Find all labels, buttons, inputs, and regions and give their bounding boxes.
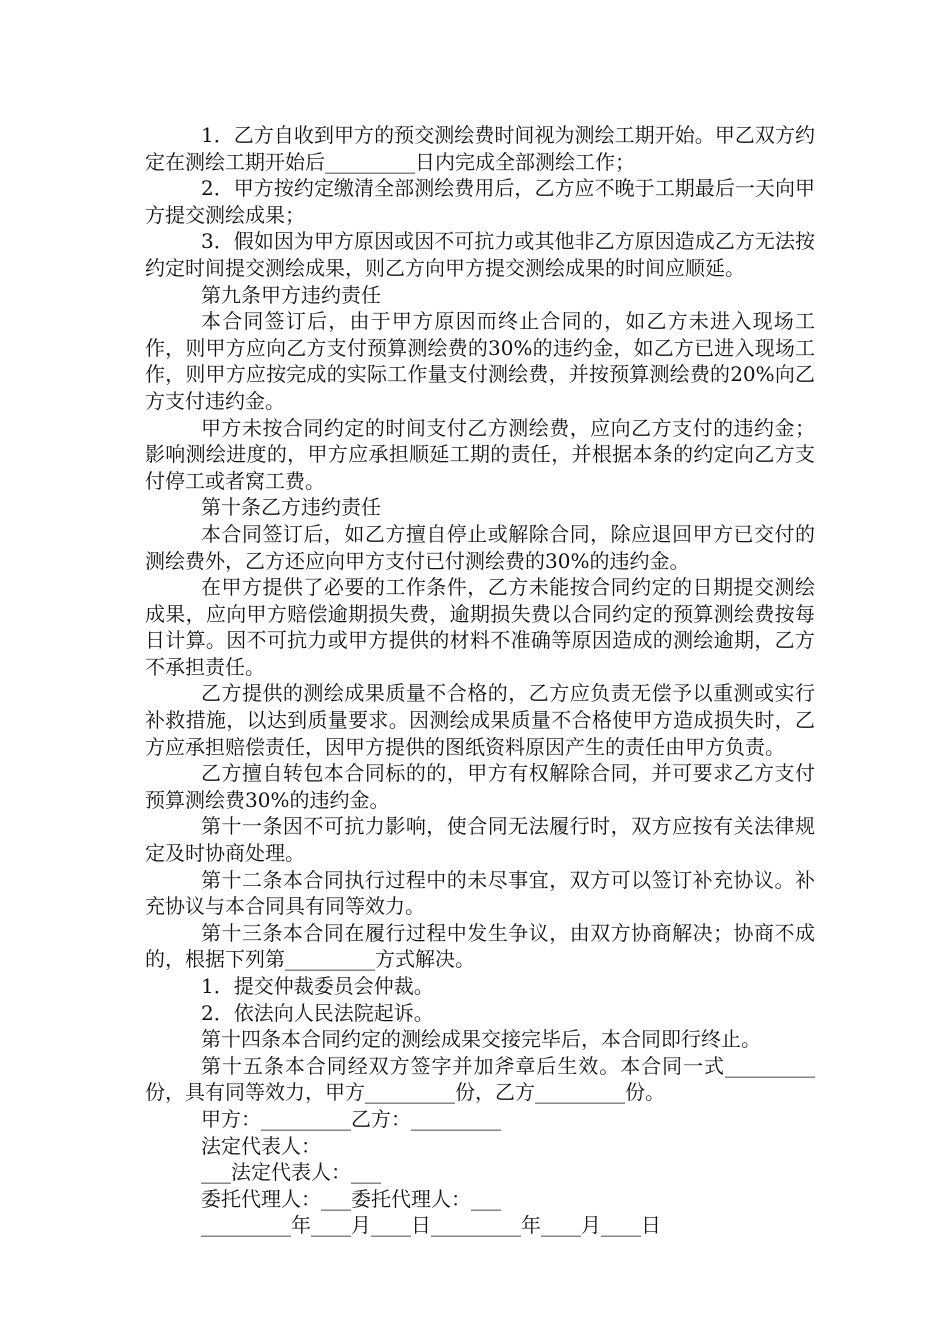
paragraph-article-12: 第十二条本合同执行过程中的未尽事宜，双方可以签订补充协议。补充协议与本合同具有同等效力。: [145, 867, 815, 919]
paragraph-article-10-3: 乙方提供的测绘成果质量不合格的，乙方应负责无偿予以重测或实行补救措施，以达到质量要求。因测绘成果质量不合格使甲方造成损失时，乙方应承担赔偿责任，因甲方提供的图纸资料原因产生的责任由甲方负责。: [145, 681, 815, 759]
signature-parties-line: 甲方：_________乙方：_________: [201, 1106, 501, 1131]
paragraph-article-10-2: 在甲方提供了必要的工作条件，乙方未能按合同约定的日期提交测绘成果，应向甲方赔偿逾期损失费，逾期损失费以合同约定的预算测绘费按每日计算。因不可抗力或甲方提供的材料不准确等原因造成的测绘逾期，乙方不承担责任。: [145, 575, 815, 679]
paragraph-clause-1: 1．乙方自收到甲方的预交测绘费时间视为测绘工期开始。甲乙双方约定在测绘工期开始后_________日内完成全部测绘工作；: [145, 123, 815, 174]
paragraph-option-2: 2．依法向人民法院起诉。: [201, 1000, 434, 1025]
paragraph-article-15: 第十五条本合同经双方签字并加斧章后生效。本合同一式_________份，具有同等效力，甲方_________份，乙方_________份。: [145, 1053, 815, 1105]
paragraph-article-14: 第十四条本合同约定的测绘成果交接完毕后，本合同即行终止。: [201, 1027, 761, 1052]
paragraph-article-11: 第十一条因不可抗力影响，使合同无法履行时，双方应按有关法律规定及时协商处理。: [145, 814, 815, 866]
paragraph-clause-2: 2．甲方按约定缴清全部测绘费用后，乙方应不晚于工期最后一天向甲方提交测绘成果；: [145, 176, 815, 227]
paragraph-article-9-2: 甲方未按合同约定的时间支付乙方测绘费，应向乙方支付的违约金；影响测绘进度的，甲方应承担顺延工期的责任，并根据本条的约定向乙方支付停工或者窝工费。: [145, 415, 815, 493]
heading-article-10: 第十条乙方违约责任: [201, 495, 381, 520]
paragraph-article-9-1: 本合同签订后，由于甲方原因而终止合同的，如乙方未进入现场工作，则甲方应向乙方支付预算测绘费的30%的违约金，如乙方已进入现场工作，则甲方应按完成的实际工作量支付测绘费，并按预算测绘费的20%向乙方支付违约金。: [145, 309, 815, 413]
paragraph-article-13: 第十三条本合同在履行过程中发生争议，由双方协商解决；协商不成的，根据下列第_________方式解决。: [145, 920, 815, 972]
paragraph-article-10-4: 乙方擅自转包本合同标的的，甲方有权解除合同，并可要求乙方支付预算测绘费30%的违约金。: [145, 761, 815, 812]
paragraph-clause-3: 3．假如因为甲方原因或因不可抗力或其他非乙方原因造成乙方无法按约定时间提交测绘成果，则乙方向甲方提交测绘成果的时间应顺延。: [145, 229, 815, 280]
paragraph-article-10-1: 本合同签订后，如乙方擅自停止或解除合同，除应退回甲方已交付的测绘费外，乙方还应向甲方支付已付测绘费的30%的违约金。: [145, 521, 815, 573]
document-body: [145, 122, 815, 1239]
signature-legal-rep-line: 法定代表人：: [201, 1133, 321, 1158]
signature-date-line: _________年____月____日_________年____月____日: [201, 1213, 661, 1238]
signature-agent-line: 委托代理人：___委托代理人：___: [201, 1186, 501, 1211]
paragraph-option-1: 1．提交仲裁委员会仲裁。: [201, 974, 434, 998]
heading-article-9: 第九条甲方违约责任: [201, 282, 381, 307]
signature-legal-rep-line-2: ___法定代表人：___: [201, 1160, 381, 1185]
